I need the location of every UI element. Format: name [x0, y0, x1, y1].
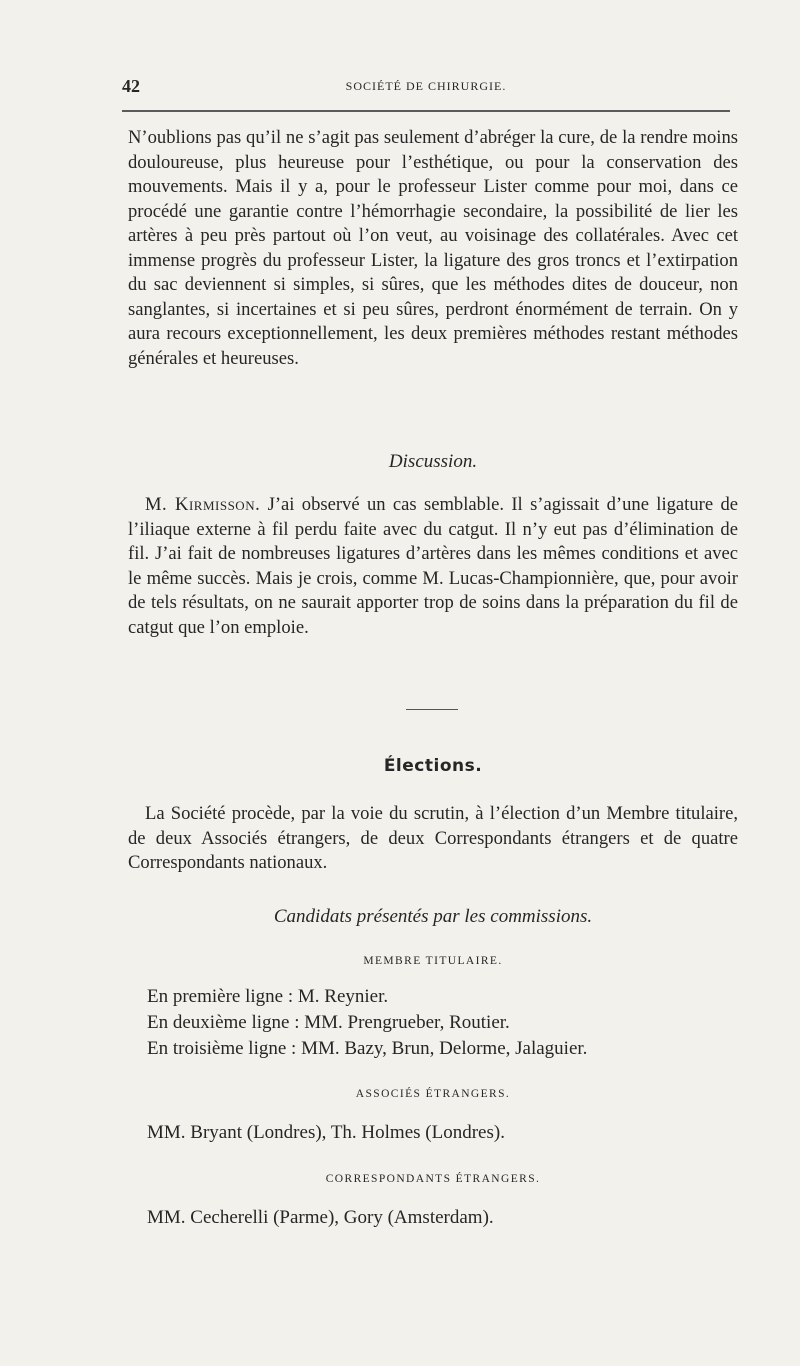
running-header — [122, 76, 730, 100]
section-divider — [406, 709, 458, 710]
candidate-line-2: En deuxième ligne : MM. Prengrueber, Routier. — [147, 1012, 510, 1033]
discussion-heading: Discussion. — [388, 451, 478, 472]
elections-heading: Élections. — [383, 756, 483, 776]
candidate-line-1: En première ligne : M. Reynier. — [147, 986, 389, 1007]
paragraph-lister: N’oublions pas qu’il ne s’agit pas seulement d’abréger la cure, de la rendre moins douloureuse, plus heureuse pour l’esthétique, ou pour la conservation des mouvements. Mais il y a, pour le professeur Lister comme pour moi, dans ce procédé une garantie contre l’hémorrhagie secondaire, la possibilité de lier les artères à peu près partout où l’on veut, au voisinage des collatérales. Avec cet immense progrès du professeur Lister, la ligature des gros troncs et l’extirpation du sac deviennent si simples, si sûres, que les méthodes dites de douceur, non sanglantes, si incertaines et si peu sûres, perdront énormément de terrain. On y aura recours exceptionnellement, les deux premières méthodes restant méthodes générales et heureuses. — [128, 127, 738, 369]
correspondants-line: MM. Cecherelli (Parme), Gory (Amsterdam). — [147, 1207, 494, 1228]
associes-line: MM. Bryant (Londres), Th. Holmes (Londres). — [147, 1122, 505, 1143]
associes-heading: ASSOCIÉS ÉTRANGERS. — [355, 1088, 511, 1100]
candidate-line-3: En troisième ligne : MM. Bazy, Brun, Delorme, Jalaguier. — [147, 1038, 588, 1059]
correspondants-heading: CORRESPONDANTS ÉTRANGERS. — [325, 1173, 541, 1185]
paragraph-elections: La Société procède, par la voie du scrutin, à l’élection d’un Membre titulaire, de deux Associés étrangers, de deux Correspondants étrangers et de quatre Correspondants nationaux. — [128, 803, 738, 873]
membre-titulaire-heading: MEMBRE TITULAIRE. — [363, 955, 503, 967]
running-title: SOCIÉTÉ DE CHIRURGIE. — [345, 79, 507, 93]
speaker-text: J’ai observé un cas semblable. Il s’agissait d’une ligature de l’iliaque externe à fil perdu faite avec du catgut. Il n’y eut pas d’élimination de fil. J’ai fait de nombreuses ligatures d’artères dans les mêmes conditions et avec le même succès. Mais je crois, comme M. Lucas-Championnière, que, pour avoir de tels résultats, on ne saurait apporter trop de soins dans la préparation du fil de catgut que l’on emploie. — [128, 494, 738, 638]
header-rule — [122, 110, 730, 112]
page-number: 42 — [122, 76, 140, 96]
speaker-name: M. Kirmisson. — [145, 494, 261, 515]
paragraph-kirmisson — [128, 493, 738, 640]
candidates-heading: Candidats présentés par les commissions. — [273, 906, 593, 927]
